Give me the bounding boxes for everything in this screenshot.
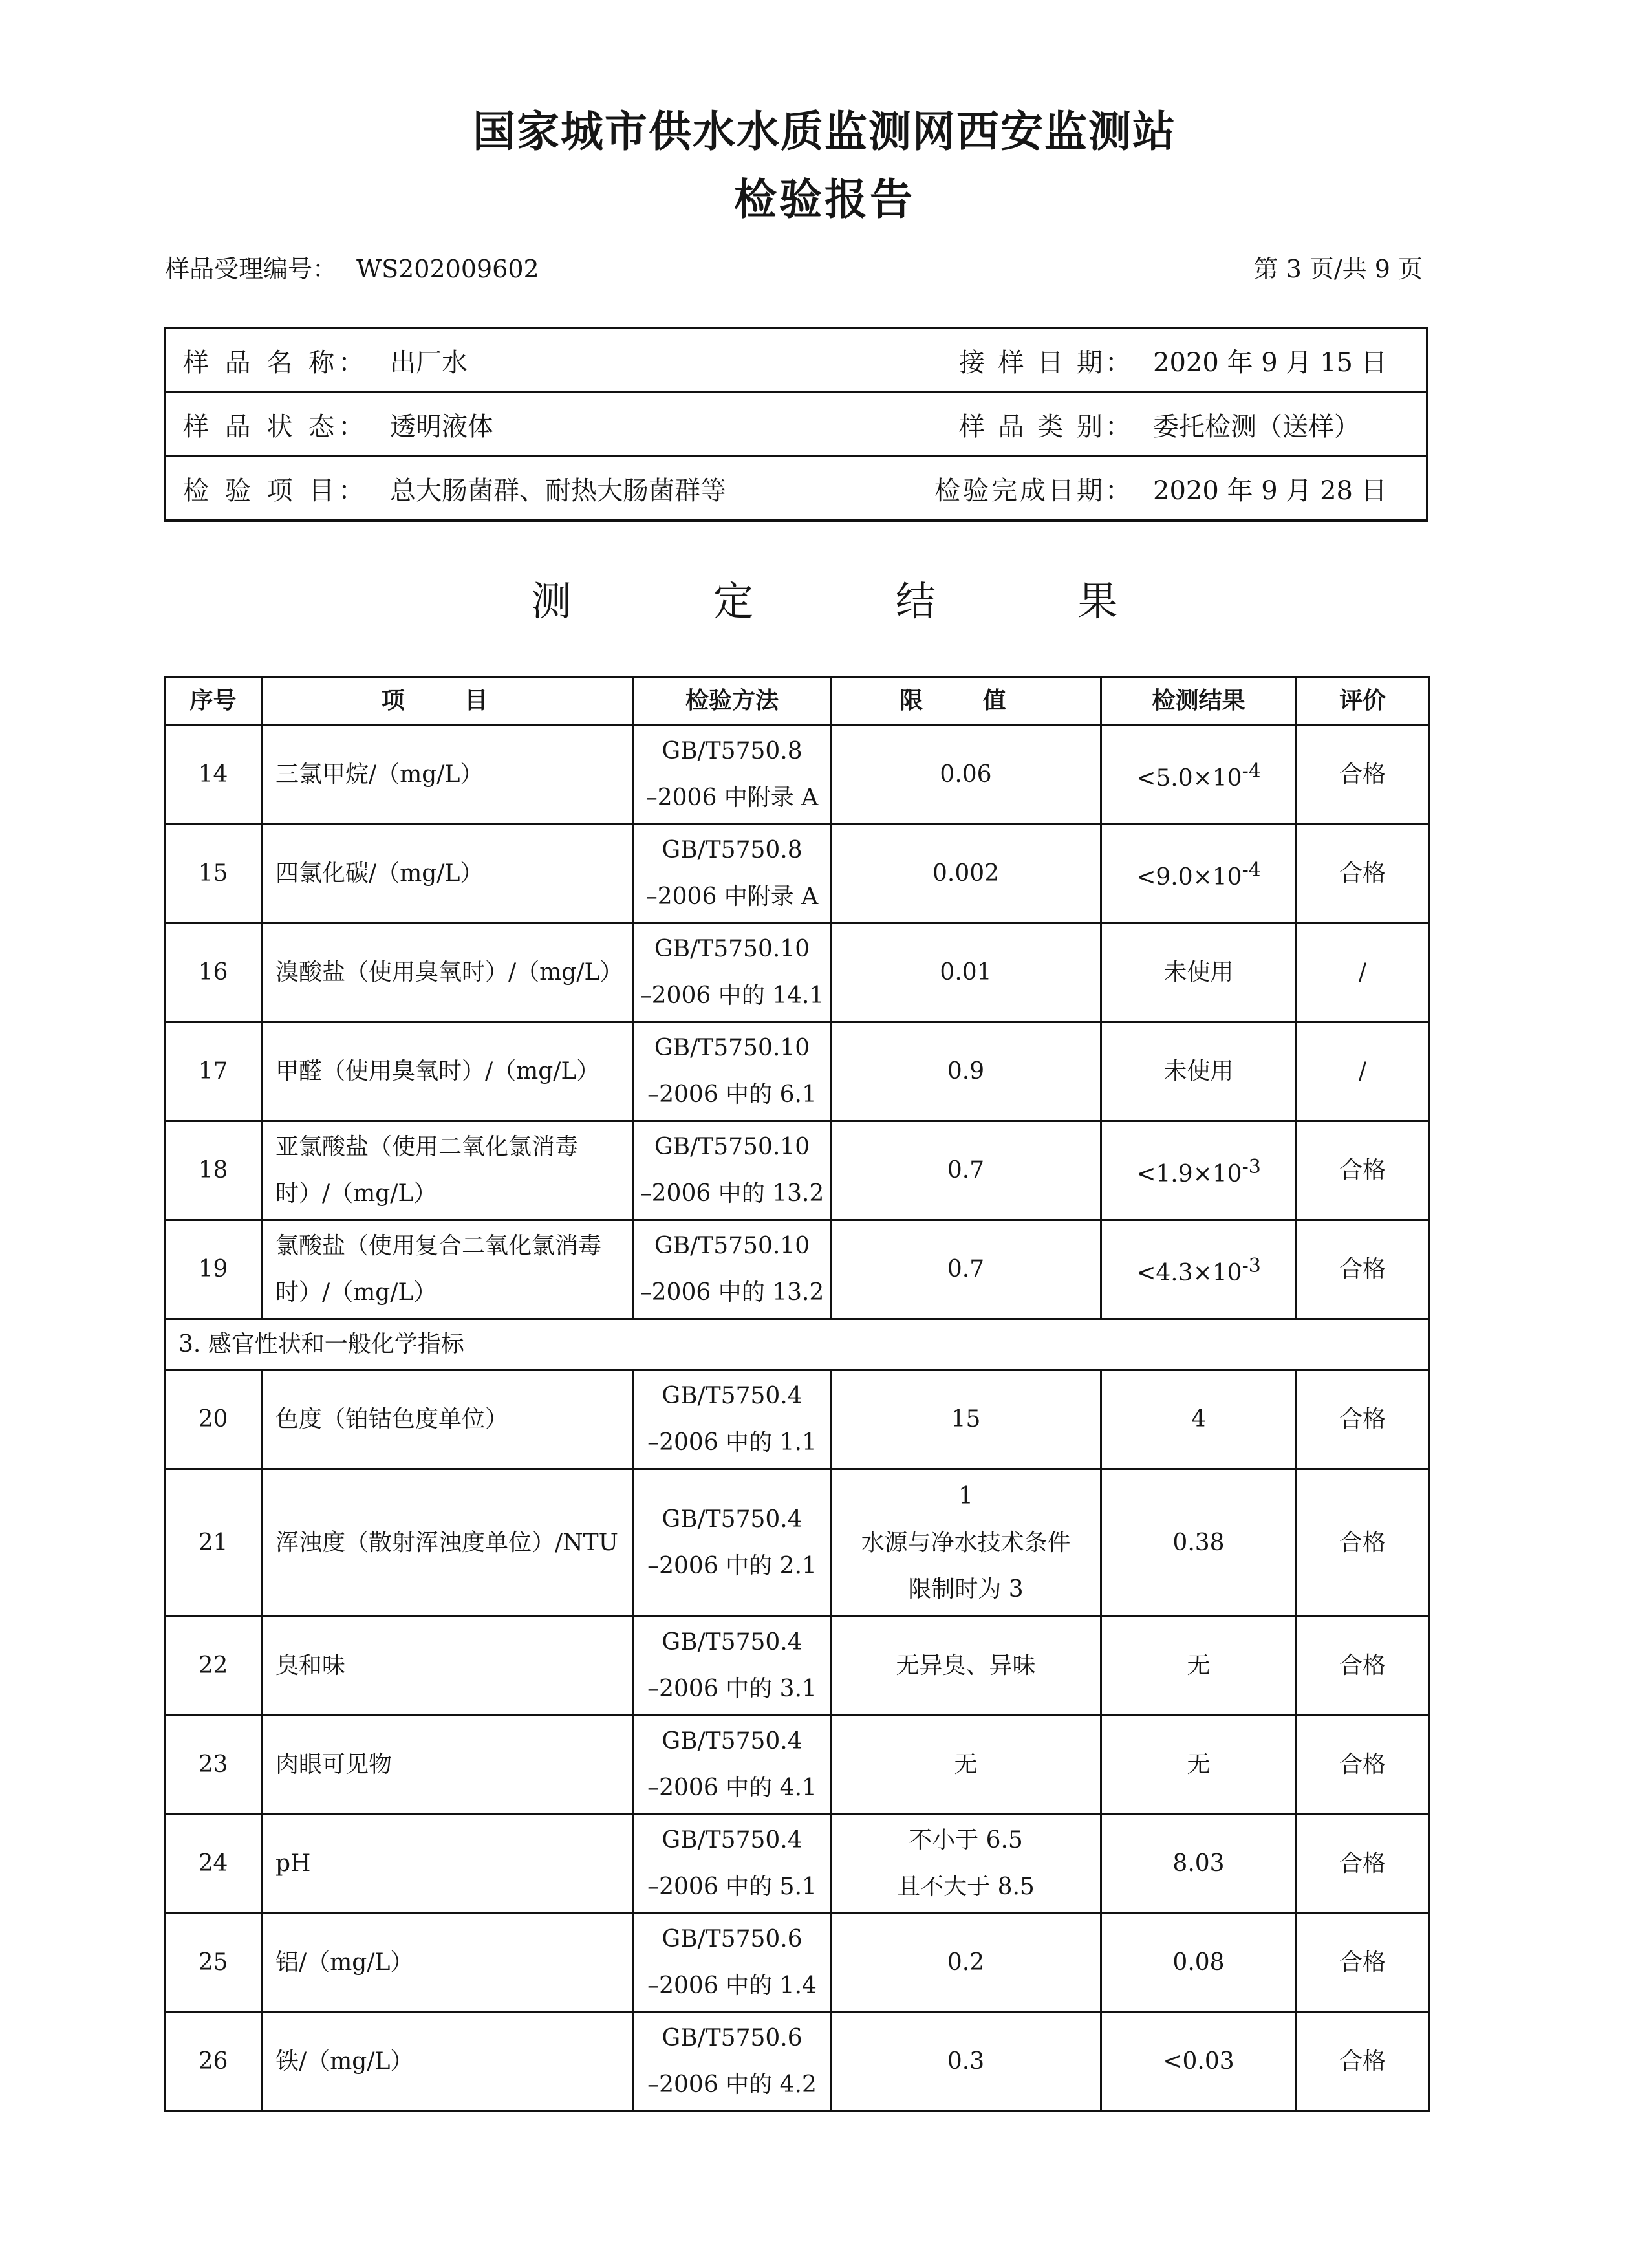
result-value: <9.0×10 — [1136, 863, 1242, 891]
result-exponent: -3 — [1242, 1155, 1261, 1178]
row-limit: 0.9 — [831, 1022, 1101, 1121]
test-item-value: 总大肠菌群、耐热大肠菌群等 — [390, 457, 914, 521]
row-method — [634, 2013, 831, 2111]
method-line: –2006 中的 1.4 — [647, 1972, 817, 1999]
row-evaluation: / — [1297, 923, 1429, 1022]
row-limit: 无异臭、异味 — [831, 1617, 1101, 1716]
table-row — [165, 923, 1429, 1022]
header-method: 检验方法 — [634, 677, 831, 726]
report-subtitle: 检验报告 — [734, 175, 915, 224]
row-no: 17 — [165, 1022, 262, 1121]
row-no: 22 — [165, 1617, 262, 1716]
row-evaluation: 合格 — [1297, 1121, 1429, 1220]
row-result — [1101, 825, 1297, 923]
table-row — [165, 825, 1429, 923]
info-row — [165, 393, 1427, 457]
method-line: GB/T5750.10 — [654, 936, 810, 962]
row-result: 无 — [1101, 1716, 1297, 1815]
row-limit: 0.7 — [831, 1121, 1101, 1220]
row-no: 25 — [165, 1914, 262, 2013]
sample-number-value: WS202009602 — [356, 255, 539, 283]
row-result: 8.03 — [1101, 1815, 1297, 1914]
method-line: –2006 中的 13.2 — [640, 1180, 824, 1207]
method-line: –2006 中的 1.1 — [647, 1429, 817, 1456]
row-method — [634, 1617, 831, 1716]
method-line: GB/T5750.6 — [662, 2025, 803, 2051]
row-limit: 0.2 — [831, 1914, 1101, 2013]
section-row — [165, 1319, 1429, 1370]
sample-name-label: 样 品 名 称： — [183, 347, 369, 378]
row-method — [634, 726, 831, 825]
header-evaluation: 评价 — [1297, 677, 1429, 726]
table-row — [165, 1220, 1429, 1319]
row-result: <0.03 — [1101, 2013, 1297, 2111]
row-result: 未使用 — [1101, 1022, 1297, 1121]
results-title: 测 定 结 果 — [531, 578, 1183, 625]
row-no: 26 — [165, 2013, 262, 2111]
row-no: 15 — [165, 825, 262, 923]
row-item: 溴酸盐（使用臭氧时）/（mg/L） — [262, 923, 634, 1022]
result-value: <5.0×10 — [1136, 764, 1242, 792]
limit-line: 限制时为 3 — [908, 1575, 1024, 1603]
row-item: 色度（铂钴色度单位） — [262, 1370, 634, 1469]
method-line: –2006 中的 13.2 — [640, 1279, 824, 1306]
method-line: –2006 中的 2.1 — [647, 1552, 817, 1579]
sample-number — [165, 249, 539, 285]
row-result: 0.38 — [1101, 1469, 1297, 1617]
row-no: 21 — [165, 1469, 262, 1617]
complete-date-label: 检验完成日期： — [914, 457, 1134, 521]
row-result: 未使用 — [1101, 923, 1297, 1022]
row-evaluation: 合格 — [1297, 1469, 1429, 1617]
row-evaluation: 合格 — [1297, 825, 1429, 923]
header-limit: 限 值 — [831, 677, 1101, 726]
row-result: 无 — [1101, 1617, 1297, 1716]
row-no: 20 — [165, 1370, 262, 1469]
table-row — [165, 1469, 1429, 1617]
table-row — [165, 1815, 1429, 1914]
method-line: GB/T5750.4 — [662, 1506, 803, 1533]
row-method — [634, 1815, 831, 1914]
method-line: GB/T5750.10 — [654, 1233, 810, 1259]
row-limit: 0.06 — [831, 726, 1101, 825]
row-result — [1101, 1220, 1297, 1319]
method-line: GB/T5750.4 — [662, 1383, 803, 1409]
row-evaluation: 合格 — [1297, 1370, 1429, 1469]
row-limit — [831, 1815, 1101, 1914]
method-line: GB/T5750.8 — [662, 837, 803, 863]
row-method — [634, 1716, 831, 1815]
page-info: 第 3 页/共 9 页 — [1253, 255, 1423, 283]
table-row — [165, 1370, 1429, 1469]
method-line: –2006 中的 4.2 — [647, 2071, 817, 2098]
row-evaluation: 合格 — [1297, 726, 1429, 825]
row-evaluation: 合格 — [1297, 1220, 1429, 1319]
receive-date-label: 接 样 日 期： — [958, 347, 1134, 378]
row-method — [634, 825, 831, 923]
limit-line: 且不大于 8.5 — [897, 1874, 1035, 1900]
table-row — [165, 1914, 1429, 2013]
test-item-label: 检 验 项 目： — [165, 457, 390, 521]
limit-line: 1 — [958, 1482, 973, 1509]
sample-type-value: 委托检测（送样） — [1134, 393, 1427, 457]
row-limit: 15 — [831, 1370, 1101, 1469]
table-row — [165, 1716, 1429, 1815]
method-line: –2006 中的 6.1 — [647, 1081, 817, 1108]
row-item: pH — [262, 1815, 634, 1914]
row-method — [634, 923, 831, 1022]
row-item: 铝/（mg/L） — [262, 1914, 634, 2013]
row-limit — [831, 1469, 1101, 1617]
row-item: 三氯甲烷/（mg/L） — [262, 726, 634, 825]
sample-info-table — [164, 327, 1428, 522]
row-evaluation: 合格 — [1297, 1617, 1429, 1716]
row-item: 亚氯酸盐（使用二氧化氯消毒时）/（mg/L） — [262, 1121, 634, 1220]
row-evaluation: 合格 — [1297, 1914, 1429, 2013]
row-item: 肉眼可见物 — [262, 1716, 634, 1815]
report-title: 国家城市供水水质监测网西安监测站 — [473, 107, 1176, 157]
limit-line: 不小于 6.5 — [909, 1827, 1023, 1853]
row-result: 4 — [1101, 1370, 1297, 1469]
row-method — [634, 1121, 831, 1220]
limit-line: 水源与净水技术条件 — [861, 1529, 1071, 1556]
receive-date-value: 2020 年 9 月 15 日 — [1153, 347, 1387, 378]
row-no: 18 — [165, 1121, 262, 1220]
row-no: 24 — [165, 1815, 262, 1914]
method-line: –2006 中附录 A — [645, 883, 819, 910]
method-line: –2006 中的 3.1 — [647, 1676, 817, 1702]
row-item: 臭和味 — [262, 1617, 634, 1716]
method-line: GB/T5750.4 — [662, 1728, 803, 1755]
results-table — [164, 676, 1430, 2112]
table-row — [165, 2013, 1429, 2111]
row-method — [634, 1469, 831, 1617]
row-item: 铁/（mg/L） — [262, 2013, 634, 2111]
row-evaluation: 合格 — [1297, 1815, 1429, 1914]
complete-date-value: 2020 年 9 月 28 日 — [1134, 457, 1427, 521]
row-method — [634, 1022, 831, 1121]
info-row — [165, 328, 1427, 393]
table-row — [165, 1617, 1429, 1716]
sample-name-value: 出厂水 — [390, 347, 468, 378]
row-method — [634, 1370, 831, 1469]
section-heading: 3. 感官性状和一般化学指标 — [165, 1319, 1429, 1370]
method-line: GB/T5750.4 — [662, 1827, 803, 1853]
row-limit: 0.7 — [831, 1220, 1101, 1319]
method-line: GB/T5750.10 — [654, 1134, 810, 1160]
row-item: 氯酸盐（使用复合二氧化氯消毒时）/（mg/L） — [262, 1220, 634, 1319]
row-method — [634, 1914, 831, 2013]
result-value: <1.9×10 — [1136, 1160, 1242, 1187]
table-row — [165, 1022, 1429, 1121]
result-value: <4.3×10 — [1136, 1259, 1242, 1286]
result-exponent: -4 — [1242, 858, 1261, 881]
result-exponent: -4 — [1242, 759, 1261, 783]
row-item: 四氯化碳/（mg/L） — [262, 825, 634, 923]
header-item: 项 目 — [262, 677, 634, 726]
method-line: GB/T5750.6 — [662, 1926, 803, 1952]
method-line: GB/T5750.8 — [662, 738, 803, 764]
sample-number-label: 样品受理编号： — [165, 255, 338, 283]
table-row — [165, 726, 1429, 825]
row-limit: 0.01 — [831, 923, 1101, 1022]
method-line: –2006 中的 4.1 — [647, 1775, 817, 1801]
sample-state-label: 样 品 状 态： — [165, 393, 390, 457]
method-line: –2006 中的 14.1 — [640, 982, 824, 1009]
results-header-row — [165, 677, 1429, 726]
method-line: –2006 中附录 A — [645, 784, 819, 811]
method-line: GB/T5750.10 — [654, 1035, 810, 1061]
header-no: 序号 — [165, 677, 262, 726]
row-result: 0.08 — [1101, 1914, 1297, 2013]
sample-state-value: 透明液体 — [390, 393, 914, 457]
row-no: 23 — [165, 1716, 262, 1815]
row-item: 甲醛（使用臭氧时）/（mg/L） — [262, 1022, 634, 1121]
row-limit: 0.3 — [831, 2013, 1101, 2111]
table-row — [165, 1121, 1429, 1220]
row-limit: 0.002 — [831, 825, 1101, 923]
row-method — [634, 1220, 831, 1319]
info-row — [165, 457, 1427, 521]
row-result — [1101, 1121, 1297, 1220]
row-item: 浑浊度（散射浑浊度单位）/NTU — [262, 1469, 634, 1617]
method-line: GB/T5750.4 — [662, 1629, 803, 1656]
row-evaluation: / — [1297, 1022, 1429, 1121]
method-line: –2006 中的 5.1 — [647, 1874, 817, 1900]
sample-type-label: 样 品 类 别： — [914, 393, 1134, 457]
row-no: 16 — [165, 923, 262, 1022]
row-evaluation: 合格 — [1297, 1716, 1429, 1815]
header-result: 检测结果 — [1101, 677, 1297, 726]
row-no: 14 — [165, 726, 262, 825]
result-exponent: -3 — [1242, 1254, 1261, 1277]
row-no: 19 — [165, 1220, 262, 1319]
row-limit: 无 — [831, 1716, 1101, 1815]
row-result — [1101, 726, 1297, 825]
row-evaluation: 合格 — [1297, 2013, 1429, 2111]
